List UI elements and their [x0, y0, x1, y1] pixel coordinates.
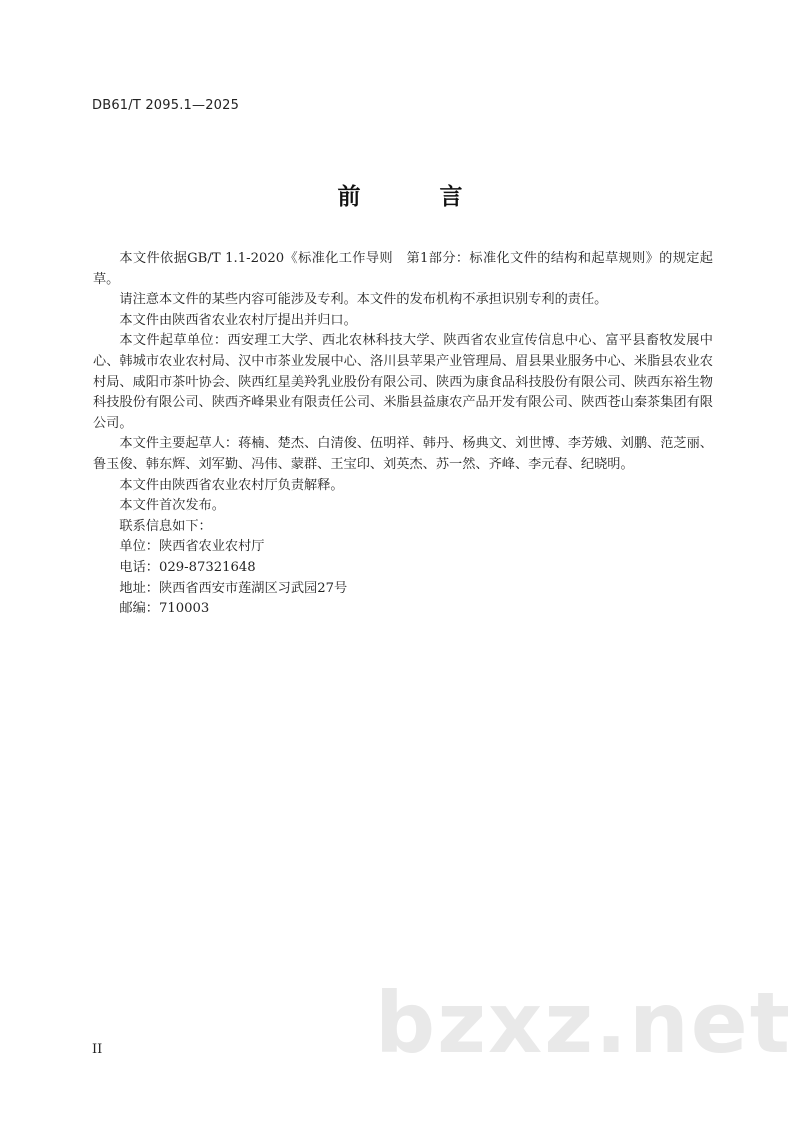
- paragraph-first-release: 本文件首次发布。: [119, 498, 225, 514]
- contact-phone: 电话：029-87321648: [119, 559, 256, 575]
- paragraph-proposer: 本文件由陕西省农业农村厅提出并归口。: [119, 312, 357, 328]
- contact-info: [93, 517, 713, 620]
- foreword-body: [93, 249, 713, 620]
- contact-address: 地址：陕西省西安市莲湖区习武园27号: [119, 580, 348, 596]
- page-title: 前 言: [337, 184, 491, 210]
- contact-unit: 单位：陕西省农业农村厅: [119, 539, 265, 555]
- contact-heading: 联系信息如下：: [119, 518, 212, 534]
- contact-postcode: 邮编：710003: [119, 601, 210, 617]
- paragraph-drafting-units: 本文件起草单位：西安理工大学、西北农林科技大学、陕西省农业宣传信息中心、富平县畜牧发展中心、韩城市农业农村局、汉中市茶业发展中心、洛川县苹果产业管理局、眉县果业服务中心、米脂县农业农村局、咸阳市茶叶协会、陕西红星美羚乳业股份有限公司、陕西为康食品科技股份有限公司、陕西东裕生物科技股份有限公司、陕西齐峰果业有限责任公司、米脂县益康农产品开发有限公司、陕西苍山秦茶集团有限公司。: [93, 333, 713, 431]
- watermark: bzxz.net: [375, 974, 792, 1072]
- page-number: II: [92, 1042, 103, 1057]
- paragraph-drafters: 本文件主要起草人：蒋楠、楚杰、白清俊、伍明祥、韩丹、杨典文、刘世博、李芳娥、刘鹏、范芝丽、鲁玉俊、韩东辉、刘军勤、冯伟、蒙群、王宝印、刘英杰、苏一然、齐峰、李元春、纪晓明。: [93, 436, 713, 472]
- document-code: DB61/T 2095.1—2025: [92, 98, 240, 113]
- paragraph-patent: 请注意本文件的某些内容可能涉及专利。本文件的发布机构不承担识别专利的责任。: [119, 292, 608, 308]
- paragraph-interpretation: 本文件由陕西省农业农村厅负责解释。: [119, 477, 344, 493]
- paragraph-basis: 本文件依据GB/T 1.1-2020《标准化工作导则 第1部分：标准化文件的结构和起草规则》的规定起草。: [93, 251, 713, 287]
